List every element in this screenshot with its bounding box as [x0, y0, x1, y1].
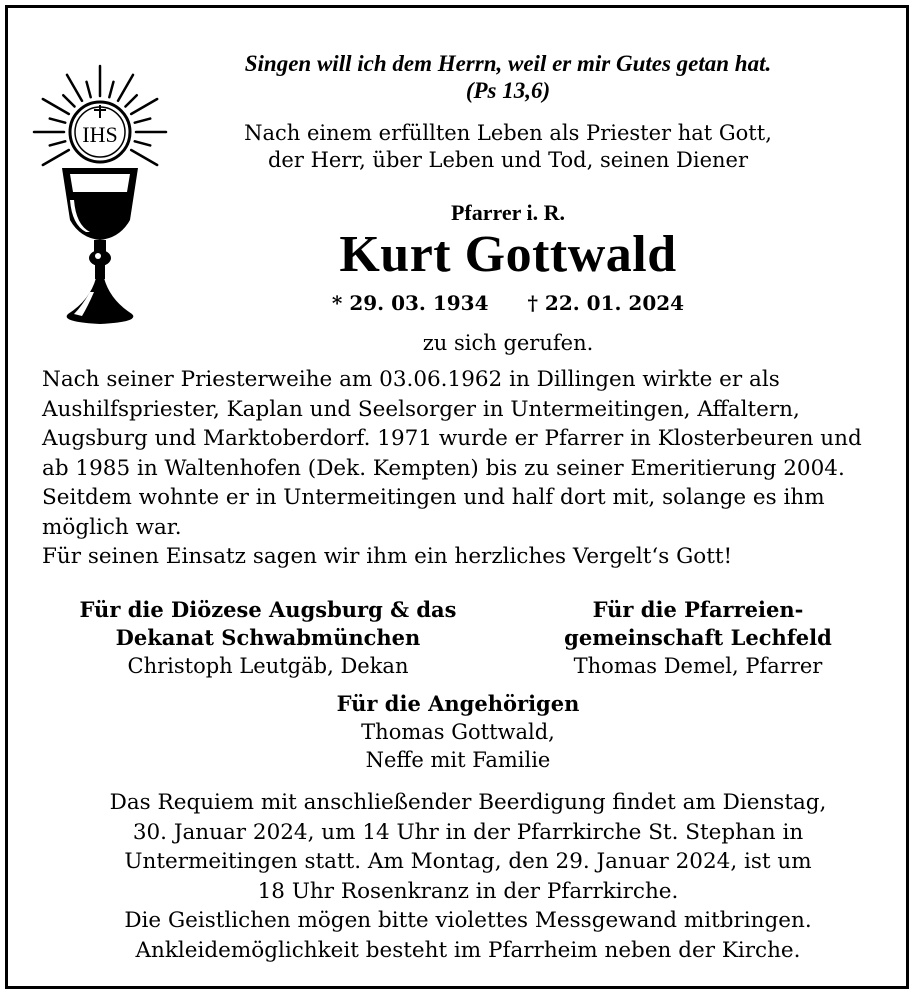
ray-line — [135, 141, 150, 145]
funeral-line-1: Das Requiem mit anschließender Beerdigung findet am Dienstag, — [109, 790, 827, 815]
intro-line-2: der Herr, über Leben und Tod, seinen Diener — [267, 148, 749, 172]
intro-text — [158, 120, 858, 174]
called-home-text: zu sich gerufen. — [422, 331, 594, 355]
ihs-monogram: IHS — [82, 122, 118, 147]
ray-line — [109, 82, 113, 97]
life-dates — [158, 291, 858, 315]
psalm-quote-text: Singen will ich dem Herrn, weil er mir Gutes getan hat. — [244, 51, 772, 76]
ray-line — [125, 95, 136, 106]
signature-family-person-2: Neffe mit Familie — [365, 748, 551, 772]
deceased-title: Pfarrer i. R. — [450, 200, 566, 225]
funeral-line-3: Untermeitingen statt. Am Montag, den 29. Januar 2024, ist um — [124, 849, 812, 874]
birth-date: * 29. 03. 1934 — [331, 291, 489, 315]
chalice-with-host-icon — [30, 60, 170, 330]
ray-line — [131, 99, 157, 114]
signature-parish-person: Thomas Demel, Pfarrer — [573, 654, 823, 678]
ray-line — [67, 75, 82, 101]
signature-parish-heading-2: gemeinschaft Lechfeld — [564, 625, 832, 650]
signature-parish — [478, 596, 918, 680]
signature-diocese-heading-2: Dekanat Schwabmünchen — [115, 625, 421, 650]
signature-diocese — [48, 596, 488, 680]
deceased-name: Kurt Gottwald — [339, 226, 677, 283]
signature-family — [238, 690, 678, 774]
ray-line — [43, 99, 69, 114]
thanks-line: Für seinen Einsatz sagen wir ihm ein herzliches Vergelt‘s Gott! — [42, 544, 733, 569]
signature-parish-heading-1: Für die Pfarreien- — [592, 597, 804, 622]
intro-line-1: Nach einem erfüllten Leben als Priester hat Gott, — [244, 121, 772, 145]
ray-line — [50, 119, 65, 123]
death-date: † 22. 01. 2024 — [527, 291, 685, 315]
funeral-line-5: Die Geistlichen mögen bitte violettes Messgewand mitbringen. — [124, 908, 812, 933]
obituary-notice — [5, 5, 909, 989]
signature-family-heading: Für die Angehörigen — [336, 691, 580, 716]
signature-diocese-person: Christoph Leutgäb, Dekan — [127, 654, 409, 678]
psalm-quote — [158, 50, 858, 104]
ray-line — [43, 150, 69, 165]
ray-line — [63, 95, 74, 106]
biography-paragraph: Nach seiner Priesterweihe am 03.06.1962 in Dillingen wirkte er als Aushilfspriester, Kaplan und Seelsorger in Untermeitingen, Affaltern, Augsburg und Marktoberdorf. 1971 wurde er Pfarrer in Klosterbeuren und ab 1985 in Waltenhofen (Dek. Kempten) bis zu seiner Emeritierung 2004. Seitdem wohnte er in Untermeitingen und half dort mit, solange es ihm möglich war. — [42, 367, 862, 540]
ray-line — [118, 75, 133, 101]
funeral-line-4: 18 Uhr Rosenkranz in der Pfarrkirche. — [257, 878, 679, 904]
signature-family-person-1: Thomas Gottwald, — [361, 720, 555, 744]
biography — [42, 365, 892, 572]
funeral-line-2: 30. Januar 2024, um 14 Uhr in der Pfarrkirche St. Stephan in — [132, 819, 804, 845]
signature-diocese-heading-1: Für die Diözese Augsburg & das — [79, 597, 457, 622]
ray-line — [135, 119, 150, 123]
funeral-info — [48, 788, 888, 965]
funeral-line-6: Ankleidemöglichkeit besteht im Pfarrheim neben der Kirche. — [135, 937, 801, 963]
ray-line — [131, 150, 157, 165]
psalm-reference: (Ps 13,6) — [465, 78, 551, 103]
ray-line — [87, 82, 91, 97]
ray-line — [50, 141, 65, 145]
